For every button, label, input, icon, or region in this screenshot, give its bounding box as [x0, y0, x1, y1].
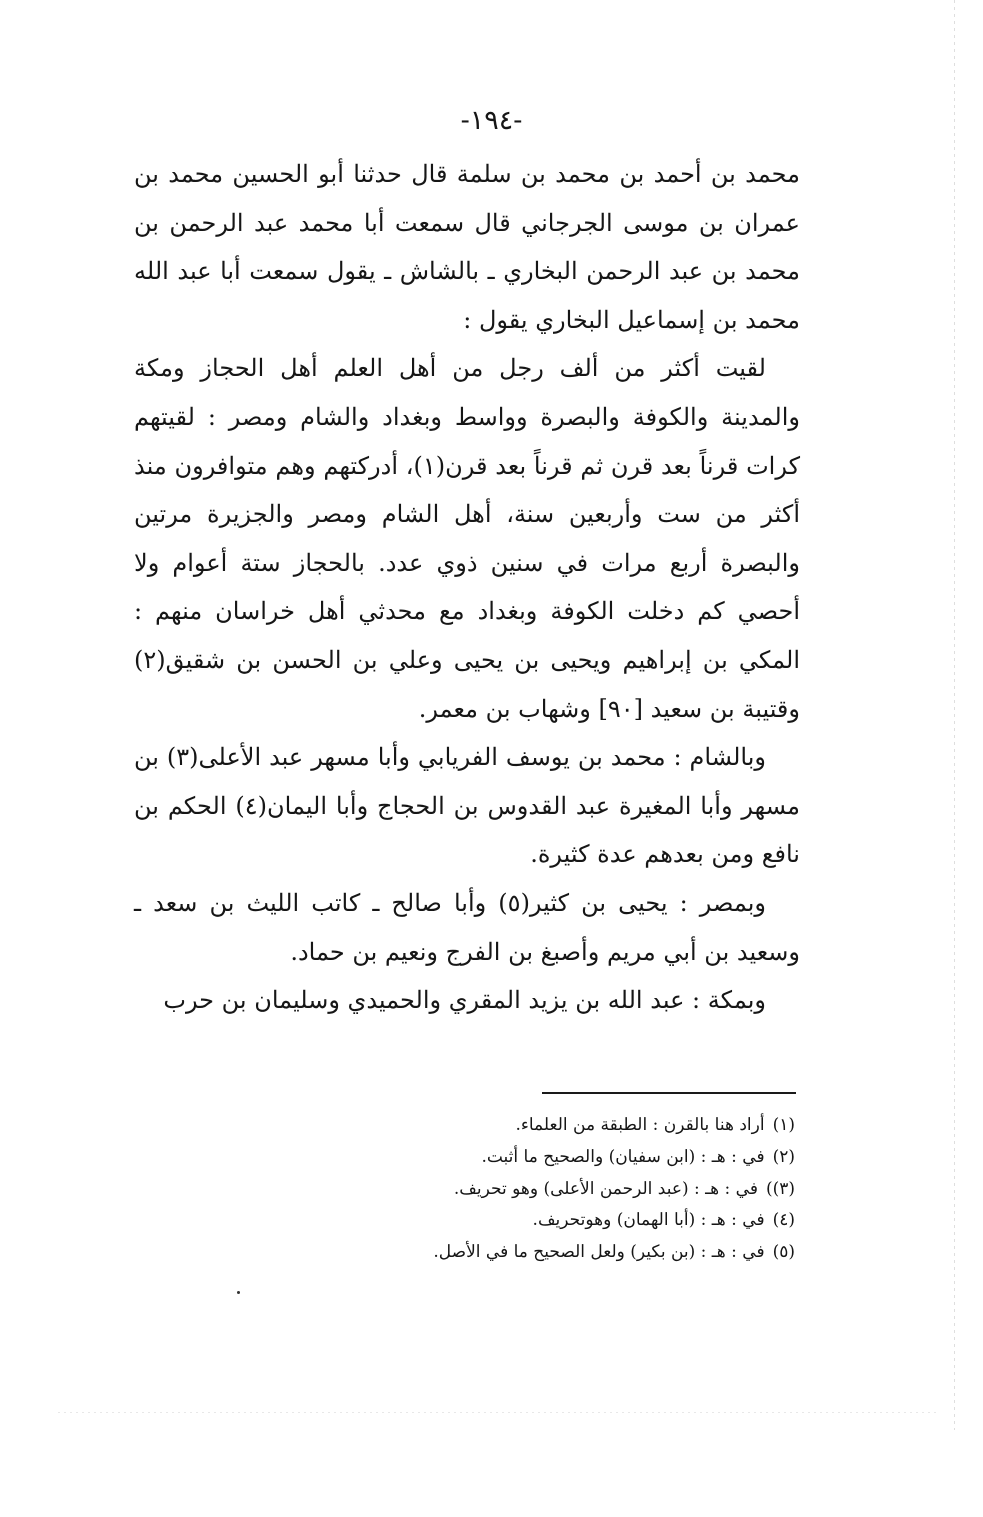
main-text [134, 150, 800, 1025]
paragraph-scholars-met: لقيت أكثر من ألف رجل من أهل العلم أهل الحجاز ومكة والمدينة والكوفة والبصرة وواسط وبغداد والشام ومصر : لقيتهم كرات قرناً بعد قرن ثم قرناً بعد قرن(١)، أدركتهم وهم متوافرون منذ أكثر من ست وأربعين سنة، أهل الشام ومصر والجزيرة مرتين والبصرة أربع مرات في سنين ذوي عدد. بالحجاز ستة أعوام ولا أحصي كم دخلت الكوفة وبغداد مع محدثي أهل خراسان منهم : المكي بن إبراهيم ويحيى بن يحيى وعلي بن الحسن بن شقيق(٢) وقتيبة بن سعيد [٩٠] وشهاب بن معمر. [134, 354, 800, 723]
footnote-number: (٥) [772, 1242, 795, 1263]
paragraph-mecca: وبمكة : عبد الله بن يزيد المقري والحميدي وسليمان بن حرب [163, 986, 766, 1015]
footnote-item [300, 1237, 795, 1269]
footnote-number: (٢) [772, 1146, 795, 1167]
footnote-text: في : هـ : (ابن سفيان) والصحيح ما أثبت. [481, 1146, 765, 1167]
footnote-item [300, 1205, 795, 1237]
scan-edge-line [954, 0, 955, 1430]
paragraph-egypt: وبمصر : يحيى بن كثير(٥) وأبا صالح ـ كاتب الليث بن سعد ـ وسعيد بن أبي مريم وأصبغ بن الفرج ونعيم بن حماد. [134, 888, 800, 966]
footnote-item [300, 1110, 795, 1142]
footnote-number: (٣)) [765, 1178, 795, 1199]
footnote-text: في : هـ : (أبا الهمان) وهوتحريف. [532, 1210, 765, 1231]
footnotes [300, 1110, 795, 1269]
footnote-text: أراد هنا بالقرن : الطبقة من العلماء. [515, 1115, 765, 1135]
paragraph-isnad: محمد بن أحمد بن محمد بن سلمة قال حدثنا أبو الحسين محمد بن عمران بن موسى الجرجاني قال سمعت أبا محمد عبد الرحمن بن محمد بن عبد الرحمن البخاري ـ بالشاش ـ يقول سمعت أبا عبد الله محمد بن إسماعيل البخاري يقول : [134, 160, 800, 334]
footnote-number: (١) [772, 1115, 795, 1135]
footnote-number: (٤) [772, 1210, 795, 1231]
footnote-separator [542, 1092, 796, 1094]
page-number: -١٩٤- [460, 105, 523, 136]
scan-speck [237, 1291, 240, 1294]
footnote-text: في : هـ : (بن بكير) ولعل الصحيح ما في الأصل. [433, 1242, 765, 1263]
paragraph-sham: وبالشام : محمد بن يوسف الفريابي وأبا مسهر عبد الأعلى(٣) بن مسهر وأبا المغيرة عبد القدوس بن الحجاج وأبا اليمان(٤) الحكم بن نافع ومن بعدهم عدة كثيرة. [134, 743, 800, 869]
footnote-text: في : هـ : (عبد الرحمن الأعلى) وهو تحريف. [453, 1178, 758, 1199]
scan-bottom-line [58, 1412, 938, 1413]
footnote-item [300, 1142, 795, 1174]
footnote-item [300, 1174, 795, 1206]
